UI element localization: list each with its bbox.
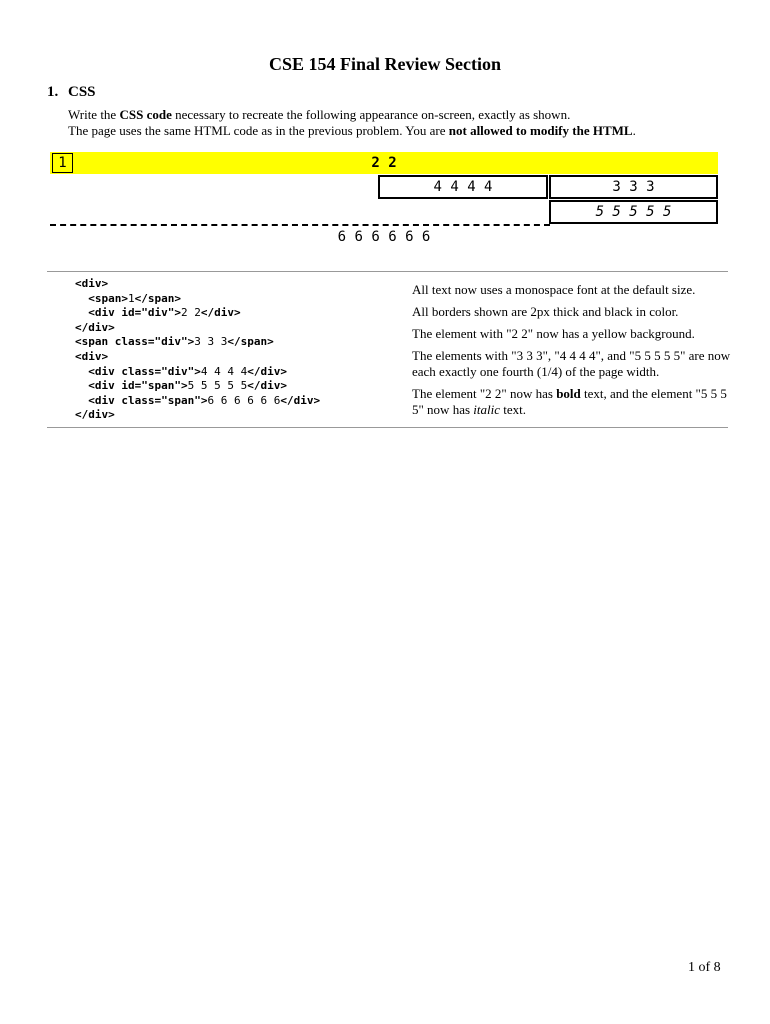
- text-6-6-6-6-6-6: 6 6 6 6 6 6: [337, 229, 431, 245]
- code-line: </div>: [75, 408, 115, 422]
- question-name: CSS: [68, 84, 96, 100]
- code-line: <div class="span">6 6 6 6 6 6</div>: [88, 393, 321, 407]
- box-4-4-4-4: 4 4 4 4: [378, 175, 548, 199]
- page-number: 1 of 8: [688, 960, 721, 975]
- note-yellow: The element with "2 2" now has a yellow background.: [412, 326, 695, 341]
- code-line: <div>: [75, 277, 109, 290]
- code-line: <div>: [75, 349, 109, 363]
- code-line: <div class="div">4 4 4 4</div>: [88, 364, 287, 378]
- code-line: <div id="span">5 5 5 5 5</div>: [88, 379, 287, 393]
- requirements-notes: [412, 282, 732, 424]
- span-1-box: 1: [52, 153, 73, 173]
- divider-top: [47, 271, 728, 272]
- instruction-line-1: Write the CSS code necessary to recreate the following appearance on-screen, exactly as shown.: [68, 107, 571, 122]
- code-line: <div id="div">2 2</div>: [88, 306, 241, 320]
- code-line: </div>: [75, 320, 115, 334]
- code-line: <span>1</span>: [88, 291, 181, 305]
- note-width: The elements with "3 3 3", "4 4 4 4", and "5 5 5 5 5" are now each exactly one fourth (1/4) of the page width.: [412, 348, 731, 379]
- question-number: 1.: [47, 84, 59, 100]
- dashed-border: [50, 224, 550, 226]
- note-borders: All borders shown are 2px thick and black in color.: [412, 304, 679, 319]
- page-title: CSE 154 Final Review Section: [269, 54, 501, 74]
- note-font: All text now uses a monospace font at the default size.: [412, 282, 696, 297]
- instruction-line-2: The page uses the same HTML code as in the previous problem. You are not allowed to modify the HTML.: [68, 123, 636, 138]
- divider-bottom: [47, 427, 728, 428]
- note-bold-italic: The element "2 2" now has bold text, and the element "5 5 5 5" now has italic text.: [412, 386, 727, 417]
- text-2-2: 2 2: [371, 155, 397, 171]
- code-line: <span class="div">3 3 3</span>: [75, 335, 274, 349]
- box-5-5-5-5-5: 5 5 5 5 5: [549, 200, 718, 224]
- html-code-block: [75, 277, 320, 423]
- box-3-3-3: 3 3 3: [549, 175, 718, 199]
